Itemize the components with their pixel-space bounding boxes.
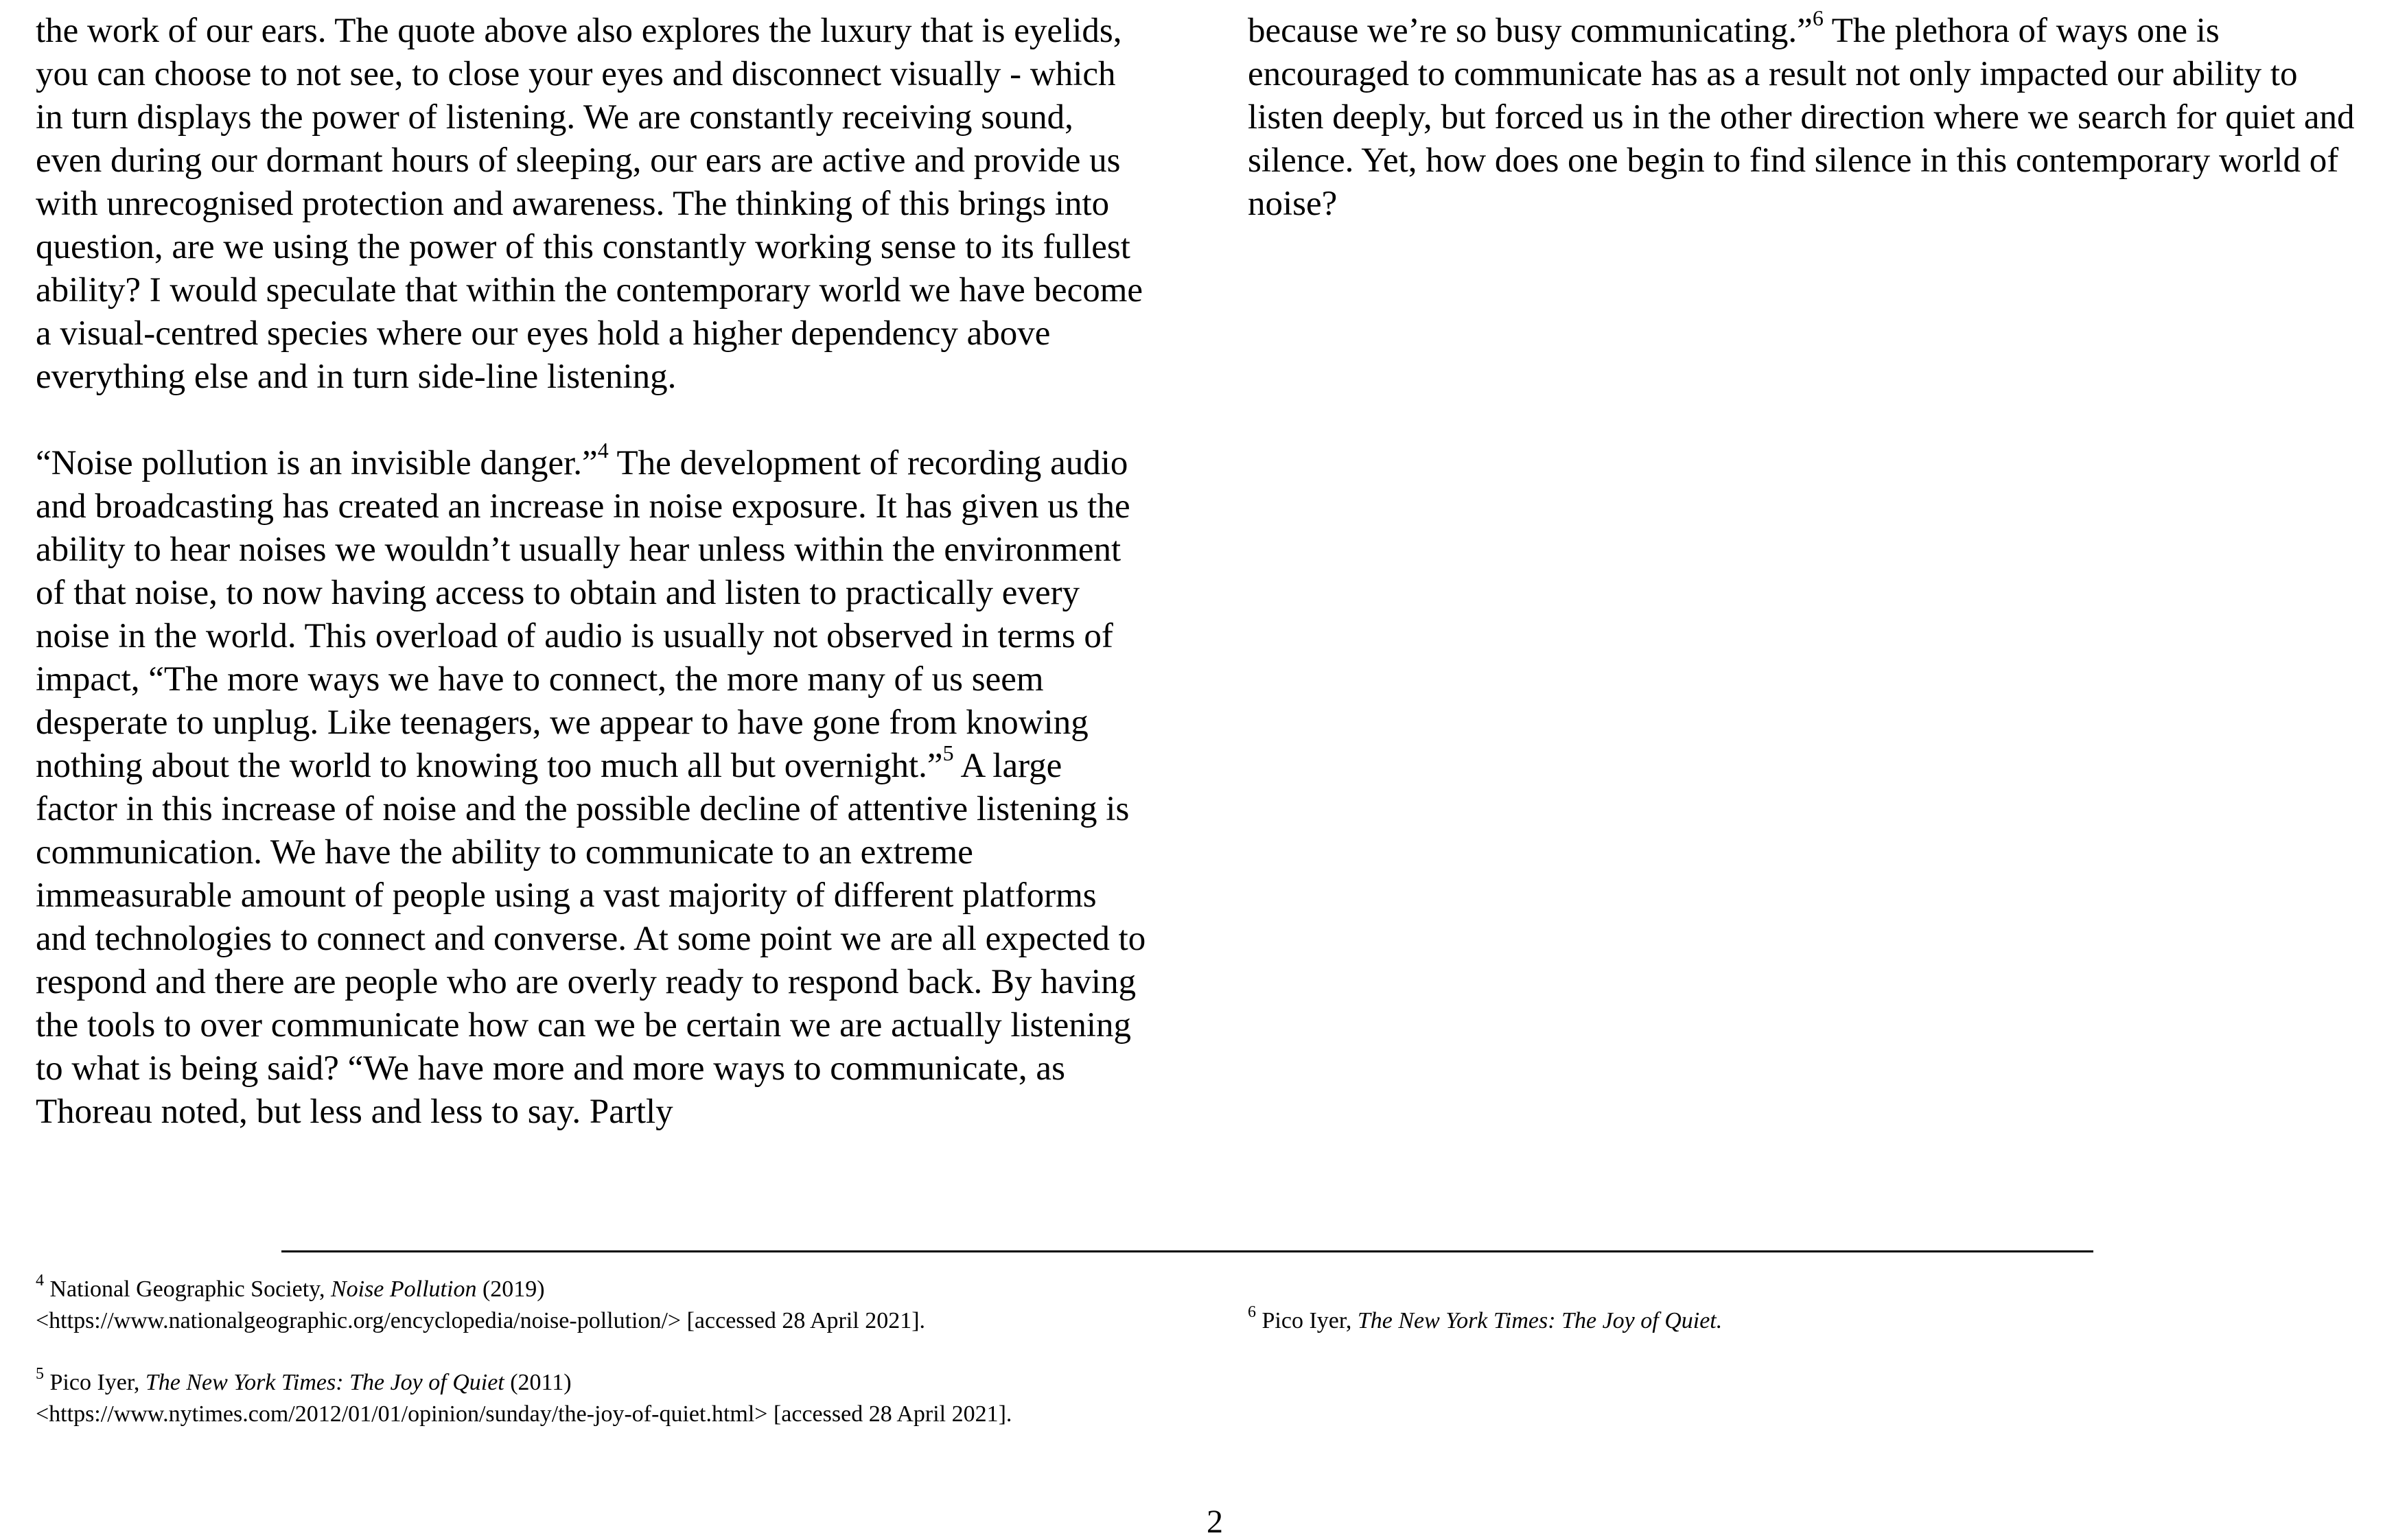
footnote-5 (36, 1367, 1202, 1430)
text-plethora: The plethora of ways one is encouraged to communicate has as a result not only impacted our ability to listen deeply, but forced us in the other direction where we search for quiet and silence. Yet, how does one begin to find silence in this contemporary world of noise? (1248, 12, 2355, 223)
footnote-4-title: Noise Pollution (330, 1276, 477, 1302)
footnote-ref-4[interactable]: 4 (597, 438, 609, 463)
footnote-ref-6[interactable]: 6 (1812, 5, 1824, 30)
text-recording-audio: The development of recording audio and broadcasting has created an increase in noise exposure. It has given us the ability to hear noises we wouldn’t usually hear unless within the environment of that noise, to now having access to obtain and listen to practically every noise in the world. This overload of audio is usually not observed in terms of impact, “The more ways we have to connect, the more many of us seem desperate to unplug. Like teenagers, we appear to have gone from knowing nothing about the world to knowing too much all but overnight.” (36, 444, 1130, 785)
footnote-4-mark: 4 (36, 1272, 44, 1290)
left-column (36, 10, 1148, 1134)
footnote-4-url[interactable]: <https://www.nationalgeographic.org/encyclopedia/noise-pollution/> [accessed 28 April 2021]. (36, 1308, 926, 1333)
paragraph-eyelids-listening: the work of our ears. The quote above also explores the luxury that is eyelids, you can choose to not see, to close your eyes and disconnect visually - which in turn displays the power of listening. We are constantly receiving sound, even during our dormant hours of sleeping, our ears are active and provide us with unrecognised protection and awareness. The thinking of this brings into question, are we using the power of this constantly working sense to its fullest ability? I would speculate that within the contemporary world we have become a visual-centred species where our eyes hold a higher dependency above everything else and in turn side-line listening. (36, 12, 1143, 396)
quote-noise-pollution: “Noise pollution is an invisible danger.” (36, 444, 598, 482)
footnote-separator-rule (281, 1250, 2093, 1252)
paragraph-noise-pollution (36, 438, 1148, 1134)
footnote-4-author: National Geographic Society, (44, 1276, 331, 1302)
footnote-6 (1248, 1305, 2346, 1337)
footnote-4-year: (2019) (476, 1276, 545, 1302)
footnote-4 (36, 1274, 1202, 1337)
right-column (1248, 5, 2360, 226)
footnote-6-title: The New York Times: The Joy of Quiet. (1357, 1308, 1723, 1333)
paragraph-gap (36, 399, 1148, 442)
paragraph-busy-communicating (1248, 5, 2360, 226)
footnote-6-mark: 6 (1248, 1303, 1256, 1321)
footnote-6-author: Pico Iyer, (1256, 1308, 1358, 1333)
footnote-5-url[interactable]: <https://www.nytimes.com/2012/01/01/opinion/sunday/the-joy-of-quiet.html> [accessed 28 April 2021]. (36, 1401, 1012, 1427)
footnote-5-year: (2011) (504, 1370, 572, 1395)
text-communication: A large factor in this increase of noise and the possible decline of attentive listening is communication. We have the ability to communicate to an extreme immeasurable amount of people using a vast majority of different platforms and technologies to connect and converse. At some point we are all expected to respond and there are people who are overly ready to respond back. By having the tools to over communicate how can we be certain we are actually listening to what is being said? “We have more and more ways to communicate, as Thoreau noted, but less and less to say. Partly (36, 747, 1146, 1131)
footnote-5-title: The New York Times: The Joy of Quiet (145, 1370, 504, 1395)
footnote-ref-5[interactable]: 5 (942, 740, 954, 765)
page-number: 2 (1207, 1504, 1223, 1540)
footnote-5-mark: 5 (36, 1365, 44, 1383)
quote-busy-communicating: because we’re so busy communicating.” (1248, 12, 1813, 50)
footnote-5-author: Pico Iyer, (44, 1370, 146, 1395)
